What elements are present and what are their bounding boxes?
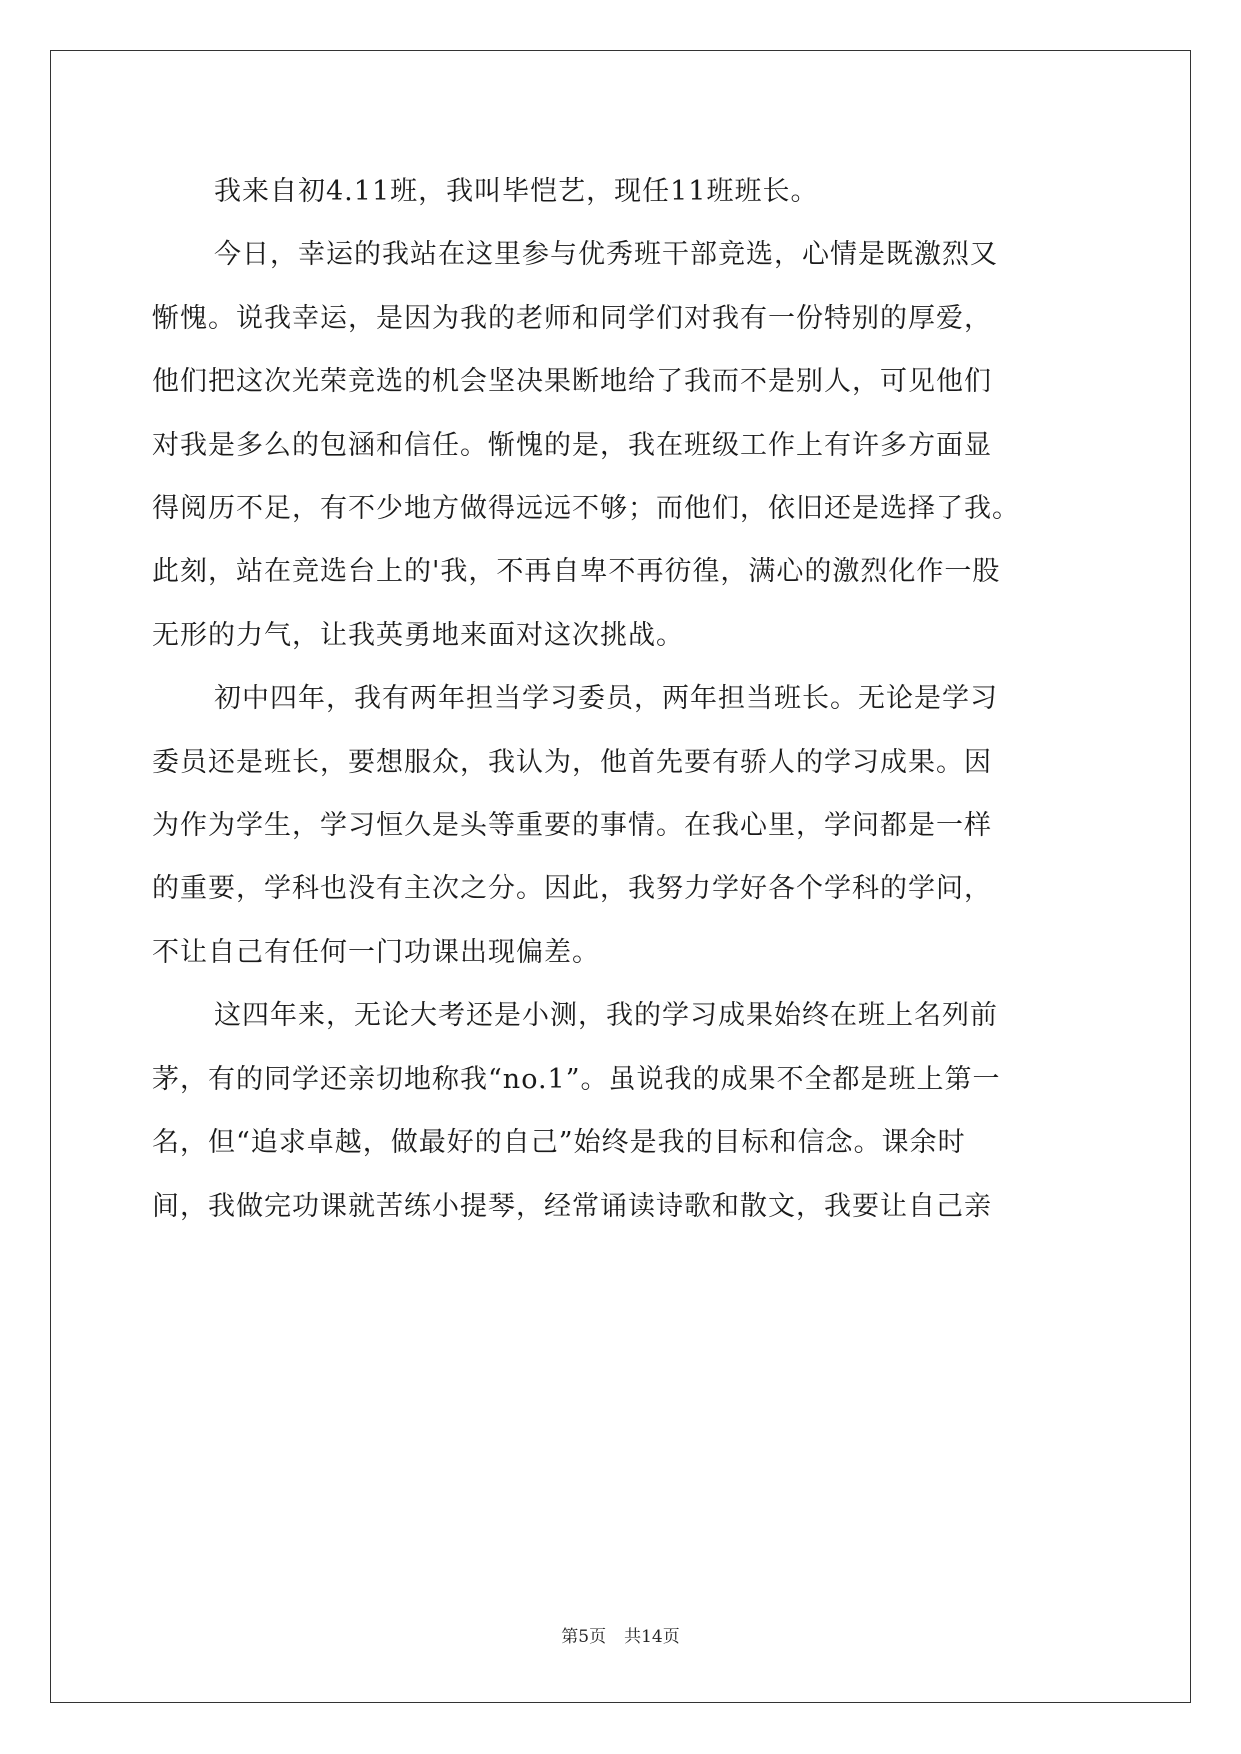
text-line: 惭愧。说我幸运，是因为我的老师和同学们对我有一份特别的厚爱， <box>152 302 992 334</box>
text-line: 初中四年，我有两年担当学习委员，两年担当班长。无论是学习 <box>214 683 998 715</box>
text-line: 茅，有的同学还亲切地称我“no.1”。虽说我的成果不全都是班上第一 <box>152 1063 1001 1095</box>
page-footer <box>0 1626 1241 1648</box>
text-line: 他们把这次光荣竞选的机会坚决果断地给了我而不是别人，可见他们 <box>152 366 992 398</box>
text-line: 间，我做完功课就苦练小提琴，经常诵读诗歌和散文，我要让自己亲 <box>152 1190 992 1222</box>
text-line: 我来自初4.11班，我叫毕恺艺，现任11班班长。 <box>214 176 819 207</box>
text-line: 对我是多么的包涵和信任。惭愧的是，我在班级工作上有许多方面显 <box>152 429 992 461</box>
page-number: 第5页 <box>561 1627 607 1647</box>
text-line: 名，但“追求卓越，做最好的自己”始终是我的目标和信念。课余时 <box>152 1127 966 1159</box>
text-line: 这四年来，无论大考还是小测，我的学习成果始终在班上名列前 <box>214 1000 998 1032</box>
text-line: 得阅历不足，有不少地方做得远远不够；而他们，依旧还是选择了我。 <box>152 493 1020 525</box>
text-line: 无形的力气，让我英勇地来面对这次挑战。 <box>152 619 684 651</box>
text-line: 不让自己有任何一门功课出现偏差。 <box>152 936 600 968</box>
text-line: 此刻，站在竞选台上的'我，不再自卑不再彷徨，满心的激烈化作一股 <box>152 556 1001 588</box>
text-line: 委员还是班长，要想服众，我认为，他首先要有骄人的学习成果。因 <box>152 746 992 778</box>
text-line: 今日，幸运的我站在这里参与优秀班干部竞选，心情是既激烈又 <box>214 239 998 271</box>
page-total: 共14页 <box>624 1627 680 1647</box>
document-body <box>152 160 1092 1238</box>
text-line: 的重要，学科也没有主次之分。因此，我努力学好各个学科的学问， <box>152 873 992 905</box>
text-line: 为作为学生，学习恒久是头等重要的事情。在我心里，学问都是一样 <box>152 810 992 842</box>
